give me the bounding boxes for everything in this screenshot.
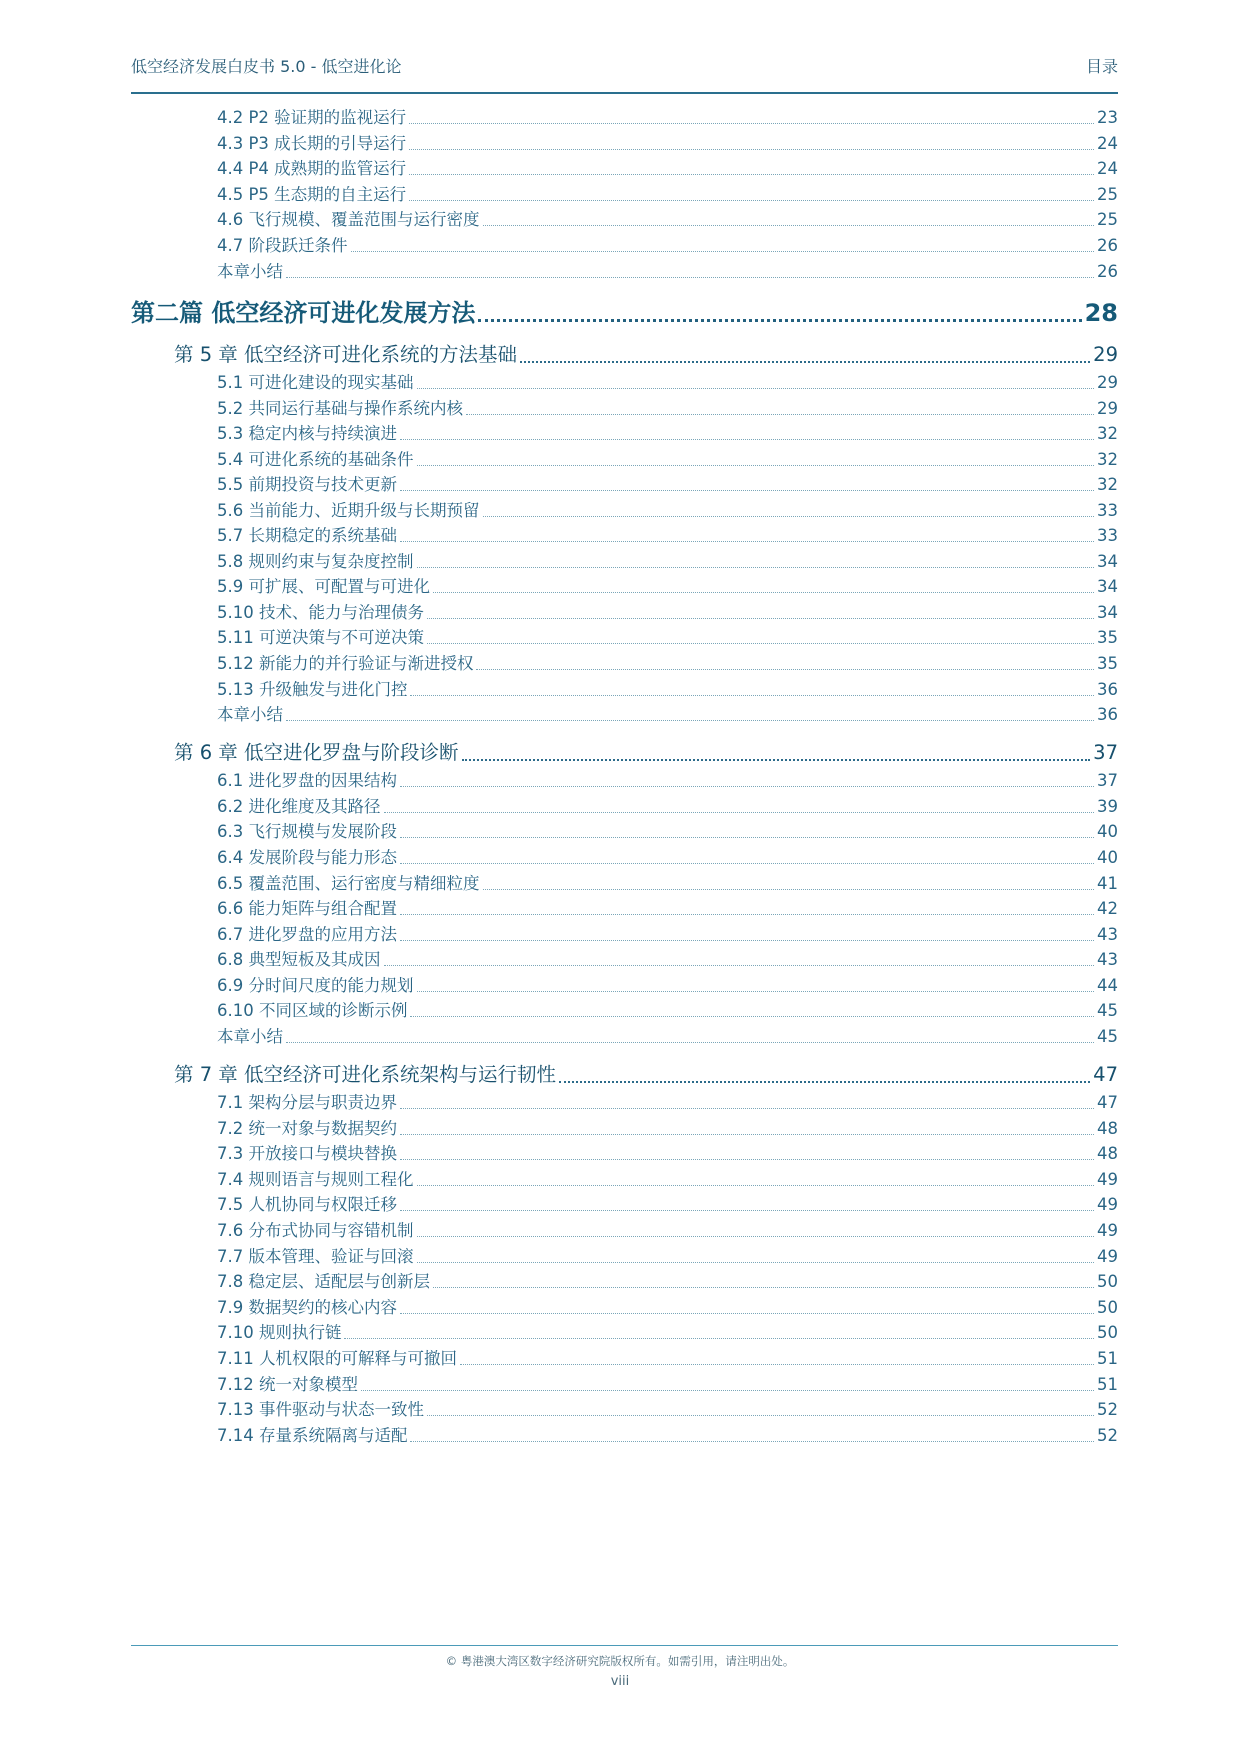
toc-entry-page: 50 — [1097, 1272, 1118, 1291]
toc-section-entry[interactable] — [217, 1026, 1118, 1048]
dot-leader — [427, 643, 1094, 644]
toc-section-entry[interactable] — [217, 1271, 1118, 1293]
dot-leader — [400, 786, 1094, 787]
dot-leader — [410, 1441, 1094, 1442]
toc-entry-label: 6.6 能力矩阵与组合配置 — [217, 899, 397, 918]
toc-section-entry[interactable] — [217, 679, 1118, 701]
toc-entry-page: 42 — [1097, 899, 1118, 918]
toc-entry-label: 7.7 版本管理、验证与回滚 — [217, 1247, 414, 1266]
toc-section-entry[interactable] — [217, 873, 1118, 895]
toc-entry-page: 29 — [1093, 343, 1118, 366]
dot-leader — [409, 200, 1094, 201]
dot-leader — [351, 251, 1095, 252]
toc-entry-label: 5.3 稳定内核与持续演进 — [217, 424, 397, 443]
dot-leader — [483, 225, 1095, 226]
toc-entry-page: 35 — [1097, 628, 1118, 647]
toc-entry-label: 6.9 分时间尺度的能力规划 — [217, 976, 414, 995]
toc-entry-label: 5.10 技术、能力与治理债务 — [217, 603, 424, 622]
dot-leader — [400, 1134, 1094, 1135]
document-title: 低空经济发展白皮书 5.0 - 低空进化论 — [131, 57, 402, 76]
toc-entry-label: 第 6 章 低空进化罗盘与阶段诊断 — [174, 741, 459, 764]
toc-section-entry[interactable] — [217, 423, 1118, 445]
toc-section-entry[interactable] — [217, 107, 1118, 129]
toc-entry-page: 26 — [1097, 262, 1118, 281]
dot-leader — [462, 759, 1091, 761]
dot-leader — [400, 863, 1094, 864]
dot-leader — [417, 1262, 1095, 1263]
toc-section-entry[interactable] — [217, 551, 1118, 573]
toc-entry-page: 43 — [1097, 950, 1118, 969]
toc-entry-label: 5.5 前期投资与技术更新 — [217, 475, 397, 494]
page-number: viii — [610, 1674, 630, 1689]
toc-section-entry[interactable] — [217, 770, 1118, 792]
toc-entry-page: 44 — [1097, 976, 1118, 995]
dot-leader — [400, 1159, 1094, 1160]
toc-entry-page: 24 — [1097, 134, 1118, 153]
toc-section-entry[interactable] — [217, 704, 1118, 726]
dot-leader — [417, 388, 1095, 389]
toc-entry-label: 7.12 统一对象模型 — [217, 1375, 358, 1394]
toc-section-entry[interactable] — [217, 525, 1118, 547]
toc-section-entry[interactable] — [217, 398, 1118, 420]
toc-entry-page: 25 — [1097, 210, 1118, 229]
toc-entry-page: 40 — [1097, 822, 1118, 841]
toc-entry-label: 7.4 规则语言与规则工程化 — [217, 1170, 414, 1189]
toc-chapter-entry[interactable] — [174, 342, 1118, 368]
toc-entry-label: 7.11 人机权限的可解释与可撤回 — [217, 1349, 457, 1368]
dot-leader — [466, 414, 1094, 415]
toc-entry-page: 32 — [1097, 424, 1118, 443]
toc-entry-label: 4.4 P4 成熟期的监管运行 — [217, 159, 407, 178]
toc-section-entry[interactable] — [217, 924, 1118, 946]
toc-entry-page: 49 — [1097, 1221, 1118, 1240]
toc-entry-page: 47 — [1097, 1093, 1118, 1112]
toc-entry-label: 7.3 开放接口与模块替换 — [217, 1144, 397, 1163]
toc-entry-label: 7.5 人机协同与权限迁移 — [217, 1195, 397, 1214]
dot-leader — [460, 1364, 1094, 1365]
toc-entry-label: 6.10 不同区域的诊断示例 — [217, 1001, 408, 1020]
toc-entry-label: 7.8 稳定层、适配层与创新层 — [217, 1272, 430, 1291]
page-header — [131, 48, 1118, 94]
toc-entry-label: 7.9 数据契约的核心内容 — [217, 1298, 397, 1317]
dot-leader — [520, 361, 1090, 363]
toc-entry-label: 4.2 P2 验证期的监视运行 — [217, 108, 407, 127]
toc-entry-page: 28 — [1084, 299, 1118, 327]
toc-chapter-entry[interactable] — [174, 1062, 1118, 1088]
dot-leader — [409, 149, 1094, 150]
toc-section-entry[interactable] — [217, 235, 1118, 257]
toc-entry-label: 第 7 章 低空经济可进化系统架构与运行韧性 — [174, 1063, 557, 1086]
toc-entry-page: 48 — [1097, 1144, 1118, 1163]
toc-entry-page: 41 — [1097, 874, 1118, 893]
toc-section-entry[interactable] — [217, 449, 1118, 471]
toc-section-entry[interactable] — [217, 133, 1118, 155]
toc-section-entry[interactable] — [217, 158, 1118, 180]
toc-entry-page: 34 — [1097, 552, 1118, 571]
toc-entry-page: 32 — [1097, 475, 1118, 494]
toc-entry-page: 51 — [1097, 1375, 1118, 1394]
toc-section-entry[interactable] — [217, 372, 1118, 394]
dot-leader — [417, 1185, 1095, 1186]
section-label: 目录 — [1085, 57, 1118, 76]
toc-entry-page: 25 — [1097, 185, 1118, 204]
dot-leader — [410, 695, 1094, 696]
toc-entry-page: 40 — [1097, 848, 1118, 867]
dot-leader — [344, 1338, 1094, 1339]
dot-leader — [417, 991, 1095, 992]
dot-leader — [427, 1415, 1094, 1416]
toc-entry-page: 34 — [1097, 603, 1118, 622]
toc-part-entry[interactable] — [131, 297, 1118, 329]
toc-entry-label: 本章小结 — [217, 262, 283, 281]
dot-leader — [286, 1042, 1094, 1043]
toc-entry-label: 6.7 进化罗盘的应用方法 — [217, 925, 397, 944]
toc-entry-label: 4.7 阶段跃迁条件 — [217, 236, 348, 255]
toc-section-entry[interactable] — [217, 474, 1118, 496]
dot-leader — [409, 174, 1094, 175]
toc-section-entry[interactable] — [217, 1425, 1118, 1447]
toc-entry-label: 4.3 P3 成长期的引导运行 — [217, 134, 407, 153]
toc-section-entry[interactable] — [217, 1118, 1118, 1140]
dot-leader — [483, 516, 1095, 517]
toc-entry-page: 37 — [1097, 771, 1118, 790]
dot-leader — [483, 889, 1095, 890]
dot-leader — [400, 541, 1094, 542]
toc-entry-label: 5.4 可进化系统的基础条件 — [217, 450, 414, 469]
toc-section-entry[interactable] — [217, 847, 1118, 869]
toc-entry-page: 26 — [1097, 236, 1118, 255]
toc-entry-label: 5.2 共同运行基础与操作系统内核 — [217, 399, 463, 418]
toc-section-entry[interactable] — [217, 653, 1118, 675]
toc-entry-label: 7.10 规则执行链 — [217, 1323, 342, 1342]
toc-entry-page: 49 — [1097, 1195, 1118, 1214]
dot-leader — [400, 1313, 1094, 1314]
toc-entry-page: 49 — [1097, 1247, 1118, 1266]
toc-section-entry[interactable] — [217, 1194, 1118, 1216]
dot-leader — [400, 837, 1094, 838]
toc-entry-page: 49 — [1097, 1170, 1118, 1189]
toc-entry-label: 5.6 当前能力、近期升级与长期预留 — [217, 501, 480, 520]
toc-section-entry[interactable] — [217, 1220, 1118, 1242]
toc-section-entry[interactable] — [217, 975, 1118, 997]
toc-entry-label: 第 5 章 低空经济可进化系统的方法基础 — [174, 343, 518, 366]
toc-entry-page: 45 — [1097, 1027, 1118, 1046]
toc-entry-page: 34 — [1097, 577, 1118, 596]
toc-section-entry[interactable] — [217, 1399, 1118, 1421]
dot-leader — [410, 1016, 1094, 1017]
dot-leader — [400, 1210, 1094, 1211]
dot-leader — [559, 1081, 1090, 1083]
toc-entry-page: 33 — [1097, 501, 1118, 520]
toc-entry-page: 48 — [1097, 1119, 1118, 1138]
toc-section-entry[interactable] — [217, 602, 1118, 624]
toc-entry-label: 5.11 可逆决策与不可逆决策 — [217, 628, 424, 647]
toc-entry-page: 50 — [1097, 1298, 1118, 1317]
toc-entry-page: 24 — [1097, 159, 1118, 178]
toc-entry-label: 4.5 P5 生态期的自主运行 — [217, 185, 407, 204]
toc-entry-label: 5.12 新能力的并行验证与渐进授权 — [217, 654, 474, 673]
toc-entry-label: 6.3 飞行规模与发展阶段 — [217, 822, 397, 841]
dot-leader — [409, 123, 1094, 124]
toc-entry-label: 5.9 可扩展、可配置与可进化 — [217, 577, 430, 596]
toc-entry-page: 23 — [1097, 108, 1118, 127]
toc-entry-page: 50 — [1097, 1323, 1118, 1342]
dot-leader — [384, 965, 1095, 966]
toc-entry-page: 51 — [1097, 1349, 1118, 1368]
toc-entry-label: 6.1 进化罗盘的因果结构 — [217, 771, 397, 790]
dot-leader — [361, 1390, 1094, 1391]
copyright-notice: © 粤港澳大湾区数字经济研究院版权所有。如需引用，请注明出处。 — [445, 1654, 795, 1668]
toc-entry-label: 6.8 典型短板及其成因 — [217, 950, 381, 969]
toc-chapter-entry[interactable] — [174, 740, 1118, 766]
toc-section-entry[interactable] — [217, 261, 1118, 283]
toc-section-entry[interactable] — [217, 627, 1118, 649]
toc-entry-label: 4.6 飞行规模、覆盖范围与运行密度 — [217, 210, 480, 229]
toc-section-entry[interactable] — [217, 796, 1118, 818]
toc-entry-page: 43 — [1097, 925, 1118, 944]
toc-entry-page: 29 — [1097, 373, 1118, 392]
toc-section-entry[interactable] — [217, 1246, 1118, 1268]
toc-entry-label: 7.6 分布式协同与容错机制 — [217, 1221, 414, 1240]
dot-leader — [400, 1108, 1094, 1109]
dot-leader — [476, 669, 1094, 670]
toc-section-entry[interactable] — [217, 500, 1118, 522]
dot-leader — [433, 1287, 1094, 1288]
dot-leader — [417, 465, 1095, 466]
toc-entry-page: 52 — [1097, 1400, 1118, 1419]
toc-entry-label: 7.2 统一对象与数据契约 — [217, 1119, 397, 1138]
toc-entry-label: 5.1 可进化建设的现实基础 — [217, 373, 414, 392]
toc-entry-page: 35 — [1097, 654, 1118, 673]
toc-entry-label: 7.14 存量系统隔离与适配 — [217, 1426, 408, 1445]
toc-entry-label: 5.13 升级触发与进化门控 — [217, 680, 408, 699]
toc-entry-page: 29 — [1097, 399, 1118, 418]
dot-leader — [384, 812, 1095, 813]
toc-entry-page: 36 — [1097, 680, 1118, 699]
dot-leader — [427, 618, 1094, 619]
toc-entry-page: 37 — [1093, 741, 1118, 764]
dot-leader — [400, 439, 1094, 440]
toc-entry-label: 5.7 长期稳定的系统基础 — [217, 526, 397, 545]
toc-entry-label: 6.5 覆盖范围、运行密度与精细粒度 — [217, 874, 480, 893]
toc-entry-page: 39 — [1097, 797, 1118, 816]
toc-section-entry[interactable] — [217, 209, 1118, 231]
dot-leader — [286, 277, 1094, 278]
toc-section-entry[interactable] — [217, 1322, 1118, 1344]
dot-leader — [417, 567, 1095, 568]
toc-section-entry[interactable] — [217, 821, 1118, 843]
dot-leader — [400, 914, 1094, 915]
dot-leader — [433, 592, 1094, 593]
dot-leader — [417, 1236, 1095, 1237]
toc-entry-label: 6.4 发展阶段与能力形态 — [217, 848, 397, 867]
toc-section-entry[interactable] — [217, 1143, 1118, 1165]
toc-entry-page: 36 — [1097, 705, 1118, 724]
dot-leader — [400, 940, 1094, 941]
dot-leader — [478, 319, 1081, 322]
toc-section-entry[interactable] — [217, 1297, 1118, 1319]
toc-section-entry[interactable] — [217, 184, 1118, 206]
footer-divider — [131, 1645, 1118, 1646]
toc-entry-page: 47 — [1093, 1063, 1118, 1086]
toc-entry-label: 5.8 规则约束与复杂度控制 — [217, 552, 414, 571]
toc-section-entry[interactable] — [217, 576, 1118, 598]
toc-section-entry[interactable] — [217, 1348, 1118, 1370]
toc-section-entry[interactable] — [217, 1000, 1118, 1022]
toc-entry-label: 6.2 进化维度及其路径 — [217, 797, 381, 816]
toc-entry-page: 52 — [1097, 1426, 1118, 1445]
toc-entry-label: 本章小结 — [217, 705, 283, 724]
dot-leader — [286, 720, 1094, 721]
toc-section-entry[interactable] — [217, 898, 1118, 920]
toc-entry-page: 33 — [1097, 526, 1118, 545]
dot-leader — [400, 490, 1094, 491]
toc-section-entry[interactable] — [217, 1374, 1118, 1396]
toc-section-entry[interactable] — [217, 1169, 1118, 1191]
toc-entry-label: 本章小结 — [217, 1027, 283, 1046]
toc-entry-label: 7.1 架构分层与职责边界 — [217, 1093, 397, 1112]
toc-entry-page: 45 — [1097, 1001, 1118, 1020]
toc-entry-label: 7.13 事件驱动与状态一致性 — [217, 1400, 424, 1419]
toc-section-entry[interactable] — [217, 1092, 1118, 1114]
toc-entry-page: 32 — [1097, 450, 1118, 469]
toc-section-entry[interactable] — [217, 949, 1118, 971]
toc-entry-label: 第二篇 低空经济可进化发展方法 — [131, 299, 476, 327]
